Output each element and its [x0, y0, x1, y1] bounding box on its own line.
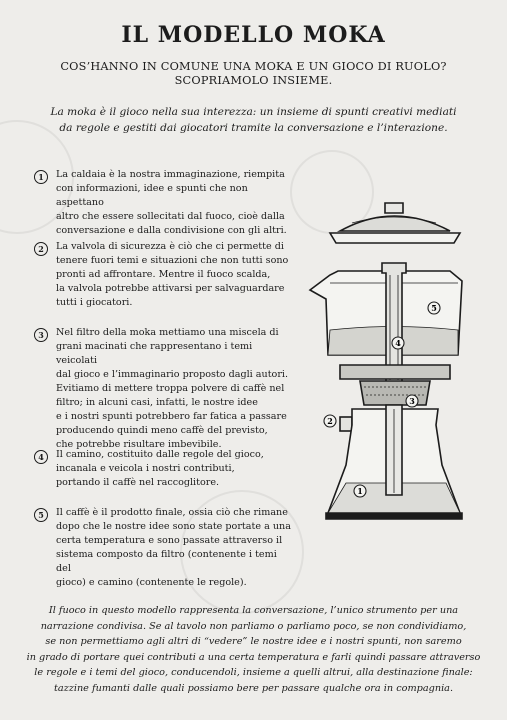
number-badge: 1	[34, 170, 48, 184]
outro-paragraph	[22, 603, 485, 697]
subtitle-line: SCOPRIAMOLO INSIEME.	[174, 74, 333, 87]
item-line: gioco) e camino (contenente le regole).	[56, 577, 247, 588]
item-line: La valvola di sicurezza è ciò che ci permette di	[56, 241, 284, 252]
outro-line: narrazione condivisa. Se al tavolo non parliamo o parliamo poco, se non condividiamo,	[40, 620, 467, 632]
item-text	[56, 168, 294, 238]
item-line: con informazioni, idee e spunti che non aspettano	[56, 183, 248, 208]
item-line: la valvola potrebbe attivarsi per salvaguardare	[56, 283, 285, 294]
item-line: La caldaia è la nostra immaginazione, riempita	[56, 169, 285, 180]
number-badge: 4	[34, 450, 48, 464]
outro-line: le regole e i temi del gioco, conducendoli, insieme a quelli altrui, alla destinazione finale:	[34, 667, 473, 679]
item-text	[56, 506, 294, 590]
item-text	[56, 240, 294, 310]
lid-dome	[340, 216, 450, 231]
item-line: conversazione e dalla condivisione con gli altri.	[56, 225, 287, 236]
number-badge: 5	[34, 508, 48, 522]
moka-diagram	[300, 195, 480, 535]
item-line: certa temperatura e sono passate attraverso il	[56, 535, 283, 546]
item-line: incanala e veicola i nostri contributi,	[56, 463, 235, 474]
item-line: portando il caffè nel raccoglitore.	[56, 477, 220, 488]
item-line: dopo che le nostre idee sono state portate a una	[56, 521, 291, 532]
outro-line: se non permettiamo agli altri di “vedere” le nostre idee e i nostri spunti, non saremo	[45, 636, 462, 648]
item-line: altro che essere sollecitati dal fuoco, cioè dalla	[56, 211, 285, 222]
item-line: sistema composto da filtro (contenente i temi del	[56, 549, 277, 574]
item-line: tutti i giocatori.	[56, 297, 133, 308]
page-title: IL MODELLO MOKA	[121, 22, 386, 48]
item-line: tenere fuori temi e situazioni che non tutti sono	[56, 255, 289, 266]
outro-line: in grado di portare quei contributi a una certa temperatura e farli quindi passare attraverso	[26, 651, 481, 663]
item-line: Il camino, costituito dalle regole del gioco,	[56, 449, 264, 460]
item-line: pronti ad affrontare. Mentre il fuoco scalda,	[56, 269, 271, 280]
diagram-label-1: 1	[357, 486, 363, 496]
item-line: Nel filtro della moka mettiamo una miscela di	[56, 327, 279, 338]
outro-line: tazzine fumanti dalle quali possiamo bere per passare qualche ora in compagnia.	[53, 682, 454, 694]
diagram-label-5: 5	[431, 303, 437, 313]
item-text	[56, 326, 294, 452]
item-text	[56, 448, 294, 490]
item-line: che potrebbe risultare imbevibile.	[56, 439, 222, 450]
number-badge: 3	[34, 328, 48, 342]
subtitle-line: COS’HANNO IN COMUNE UNA MOKA E UN GIOCO DI RUOLO?	[60, 60, 447, 73]
subtitle	[30, 60, 477, 88]
intro-line: da regole e gestiti dai giocatori tramite la conversazione e l’interazione.	[59, 122, 448, 134]
item-line: filtro; in alcuni casi, infatti, le nostre idee	[56, 397, 258, 408]
number-badge: 2	[34, 242, 48, 256]
diagram-label-3: 3	[409, 396, 415, 406]
filter	[360, 381, 430, 405]
diagram-label-4: 4	[395, 338, 401, 348]
item-line: grani macinati che rappresentano i temi veicolati	[56, 341, 253, 366]
diagram-label-2: 2	[327, 416, 333, 426]
lid	[385, 203, 403, 213]
intro-line: La moka è il gioco nella sua interezza: un insieme di spunti creativi mediati	[50, 106, 457, 118]
item-line: Evitiamo di mettere troppa polvere di caffè nel	[56, 383, 285, 394]
item-line: Il caffè è il prodotto finale, ossia ciò che rimane	[56, 507, 288, 518]
safety-valve	[340, 417, 352, 431]
intro-paragraph	[30, 104, 477, 136]
outro-line: Il fuoco in questo modello rappresenta la conversazione, l’unico strumento per una	[48, 605, 459, 616]
item-line: e i nostri spunti potrebbero far fatica a passare	[56, 411, 287, 422]
item-line: producendo quindi meno caffè del previsto,	[56, 425, 268, 436]
item-line: dal gioco e l’immaginario proposto dagli autori.	[56, 369, 289, 380]
